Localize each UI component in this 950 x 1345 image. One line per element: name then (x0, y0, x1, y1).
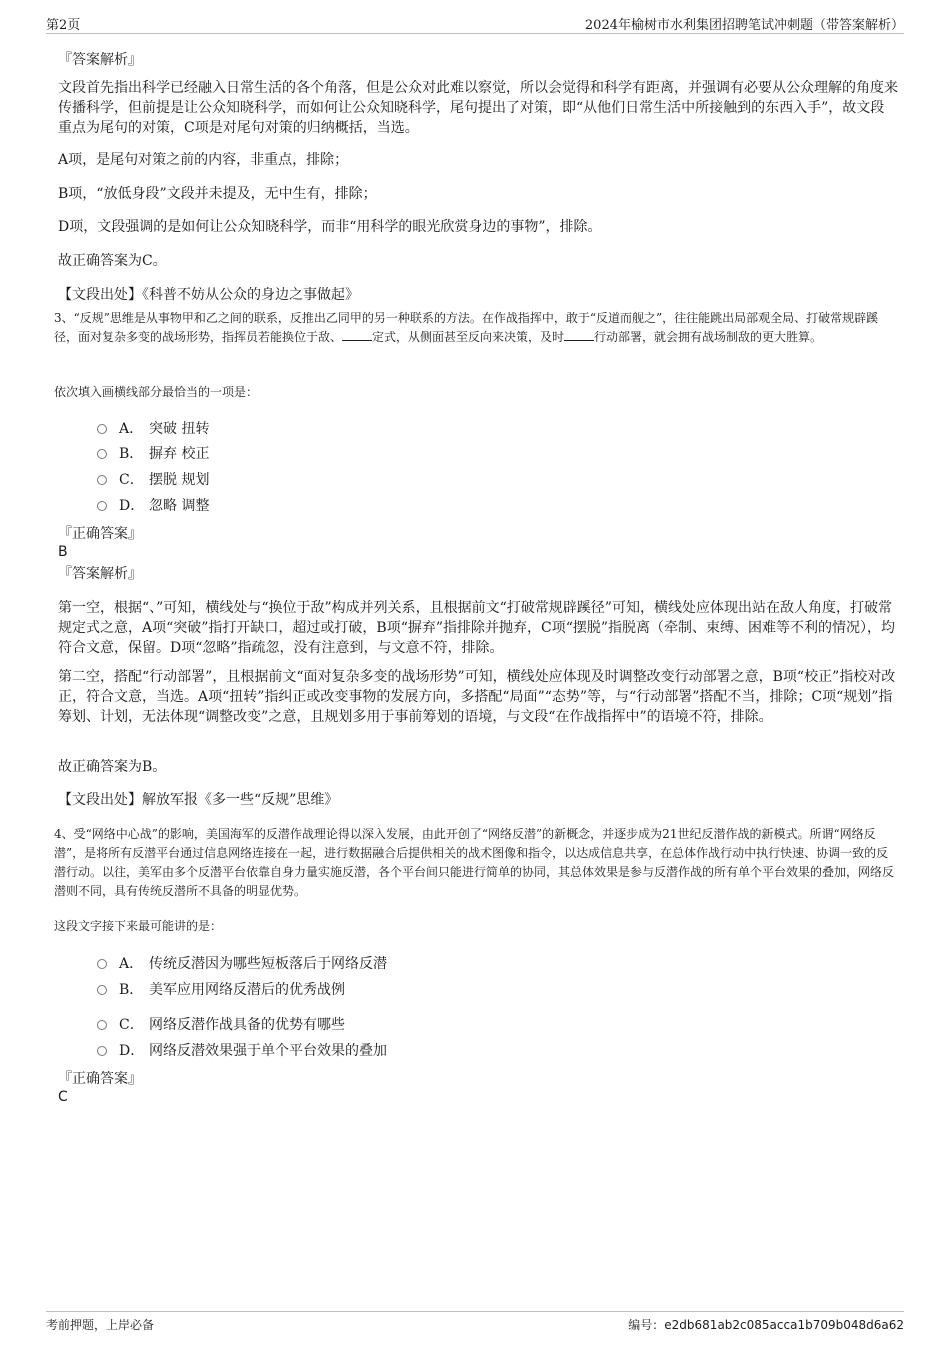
footer-slogan: 考前押题，上岸必备 (46, 1318, 155, 1332)
blank-line (342, 328, 372, 341)
question-4-stem: 4、受“网络中心战”的影响，美国海军的反潜作战理论得以深入发展，由此开创了“网络反潜”的新概念，并逐步成为21世纪反潜作战的新模式。所谓“网络反潜”，是将所有反潜平台通过信息网络连接在一起，进行数据融合后提供相关的战术图像和指令，以达成信息共享，在总体作战行动中执行快速、协调一致的反潜行动。以往，美军由多个反潜平台依靠自身力量实施反潜，各个平台间只能进行简单的协同，其总体效果是参与反潜作战的所有单个平台效果的叠加，网络反潜则不同，具有传统反潜所不具备的明显优势。 (54, 827, 895, 898)
q3-option-a[interactable]: A． 突破 扭转 (97, 419, 209, 439)
correct-answer-heading: 『正确答案』 (58, 1071, 142, 1087)
analysis-paragraph: 第一空，根据“、”可知，横线处与“换位于敌”构成并列关系，且根据前文“打破常规辟蹊径”可知，横线处应体现出站在敌人角度，打破常规定式之意，A项“突破”指打开缺口，超过或打破，B项“摒弃”指排除并抛弃，C项“摆脱”指脱离（牵制、束缚、困难等不利的情况），均符合文意，保留。D项“忽略”指疏忽，没有注意到，与文意不符，排除。 (58, 600, 896, 656)
q3-option-c[interactable]: C． 摆脱 规划 (97, 470, 209, 490)
analysis-paragraph: D项，文段强调的是如何让公众知晓科学，而非“用科学的眼光欣赏身边的事物”，排除。 (58, 219, 602, 235)
page-header (46, 14, 904, 34)
answer-conclusion: 故正确答案为B。 (58, 759, 167, 775)
question-3-stem: 3、“反规”思维是从事物甲和乙之间的联系，反推出乙同甲的另一种联系的方法。在作战指挥中，敢于“反道而舰之”，往往能跳出局部观全局、打破常规辟蹊径，面对复杂多变的战场形势，指挥员若能换位于敌、 定式，从侧面甚至反向来决策，及时 行动部署，就会拥有战场制敌的更大胜算。 (54, 311, 879, 344)
radio-button[interactable] (97, 424, 107, 434)
q3-option-b[interactable]: B． 摒弃 校正 (97, 444, 209, 464)
source-citation: 【文段出处】解放军报《多一些“反规”思维》 (58, 792, 339, 808)
analysis-paragraph: 第二空，搭配“行动部署”，且根据前文“面对复杂多变的战场形势”可知，横线处应体现及时调整改变行动部署之意，B项“校正”指校对改正，符合文意，当选。A项“扭转”指纠正或改变事物的发展方向，多搭配“局面”“态势”等，与“行动部署”搭配不当，排除；C项“规划”指筹划、计划，无法体现“调整改变”之意，且规划多用于事前筹划的语境，与文段“在作战指挥中”的语境不符，排除。 (58, 669, 896, 725)
q4-option-c[interactable]: C． 网络反潜作战具备的优势有哪些 (97, 1015, 345, 1035)
radio-button[interactable] (97, 959, 107, 969)
radio-button[interactable] (97, 475, 107, 485)
page-number: 第2页 (46, 18, 81, 33)
q3-option-d[interactable]: D． 忽略 调整 (97, 496, 209, 516)
question-4-prompt: 这段文字接下来最可能讲的是： (54, 919, 223, 933)
q4-option-d[interactable]: D． 网络反潜效果强于单个平台效果的叠加 (97, 1041, 387, 1061)
correct-answer-heading: 『正确答案』 (58, 526, 142, 542)
source-citation: 【文段出处】《科普不妨从公众的身边之事做起》 (58, 287, 359, 303)
radio-button[interactable] (97, 501, 107, 511)
question-3-prompt: 依次填入画横线部分最恰当的一项是： (54, 385, 259, 399)
analysis-paragraph: 文段首先指出科学已经融入日常生活的各个角落，但是公众对此难以察觉，所以会觉得和科学有距离，并强调有必要从公众理解的角度来传播科学，但前提是让公众知晓科学，而如何让公众知晓科学，尾句提出了对策，即“从他们日常生活中所接触到的东西入手”，故文段重点为尾句的对策，C项是对尾句对策的归纳概括，当选。 (58, 80, 898, 136)
analysis-paragraph: B项，“放低身段”文段并未提及，无中生有，排除； (58, 186, 377, 202)
q4-option-b[interactable]: B． 美军应用网络反潜后的优秀战例 (97, 980, 345, 1000)
blank-line (564, 328, 594, 341)
document-code: 编号：e2db681ab2c085acca1b709b048d6a62 (628, 1318, 904, 1332)
radio-button[interactable] (97, 1020, 107, 1030)
analysis-paragraph: A项，是尾句对策之前的内容，非重点，排除； (58, 152, 349, 168)
page-footer (46, 1311, 904, 1334)
answer-conclusion: 故正确答案为C。 (58, 253, 167, 269)
q4-option-a[interactable]: A． 传统反潜因为哪些短板落后于网络反潜 (97, 954, 387, 974)
radio-button[interactable] (97, 1046, 107, 1056)
analysis-heading: 『答案解析』 (58, 566, 142, 582)
radio-button[interactable] (97, 985, 107, 995)
correct-answer: C (58, 1089, 68, 1105)
radio-button[interactable] (97, 449, 107, 459)
analysis-heading: 『答案解析』 (58, 52, 142, 68)
document-title: 2024年榆树市水利集团招聘笔试冲刺题（带答案解析） (584, 18, 904, 33)
correct-answer: B (58, 544, 68, 560)
